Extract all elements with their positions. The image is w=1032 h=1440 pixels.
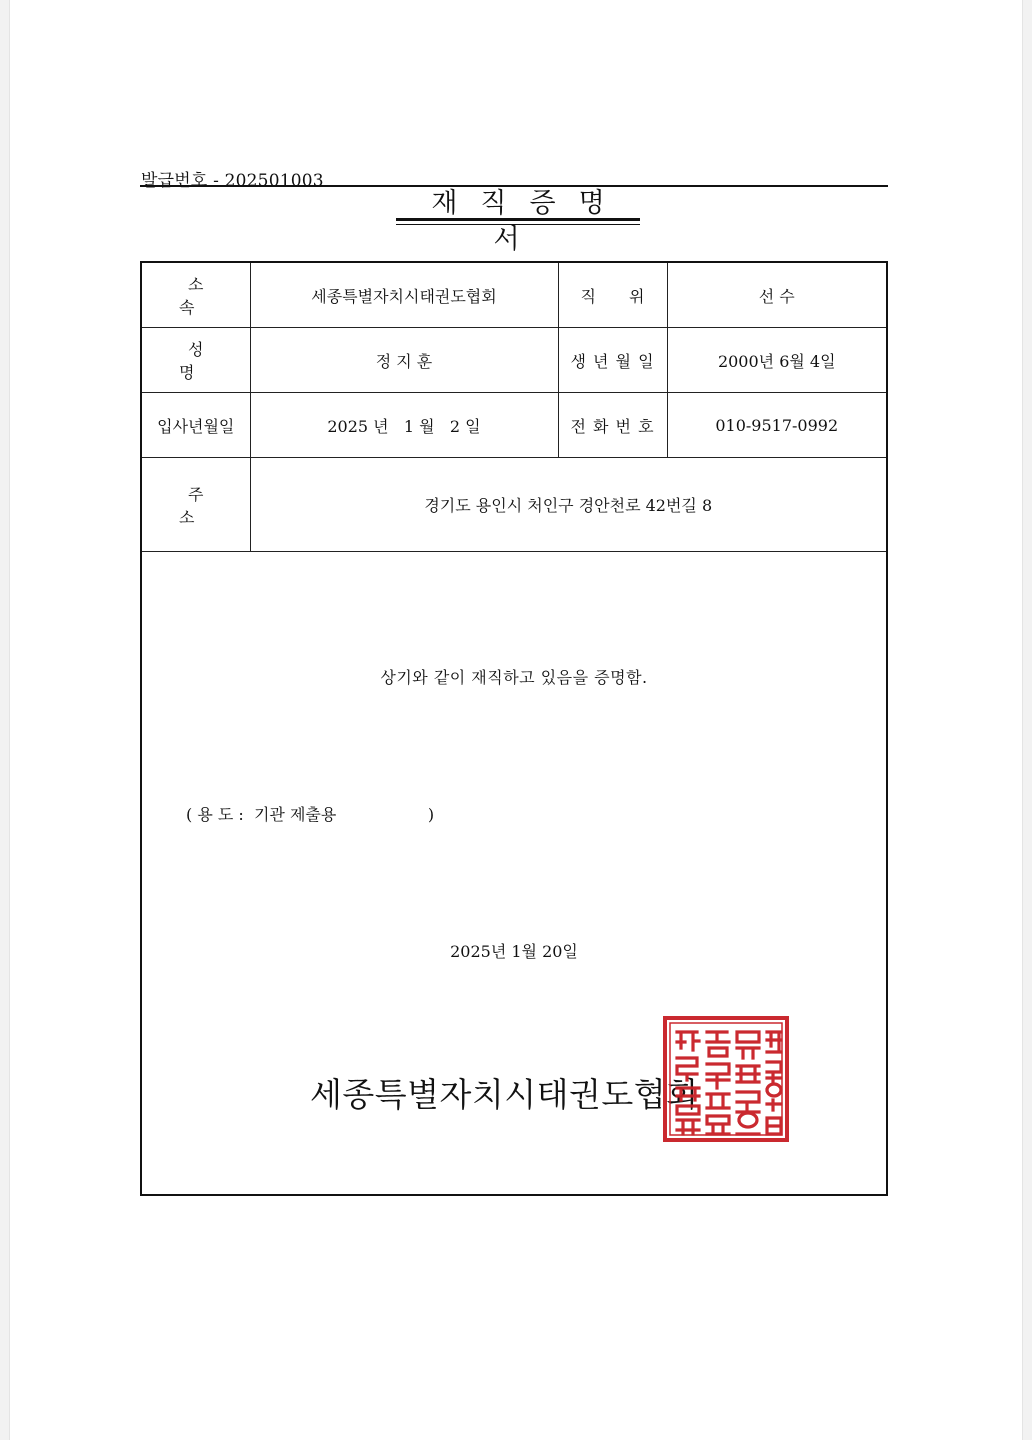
position-value: 선 수 [667,263,886,328]
name-value: 정 지 훈 [250,328,558,393]
table-row [142,458,886,552]
phone-label: 전 화 번 호 [558,393,667,458]
issue-date: 2025년 1월 20일 [450,942,578,961]
affiliation-value: 세종특별자치시태권도협회 [250,263,558,328]
official-seal-stamp [663,1016,789,1142]
certification-statement: 상기와 같이 재직하고 있음을 증명함. [380,668,648,687]
issuing-organization: 세종특별자치시태권도협회 [310,1075,699,1114]
birth-value: 2000년 6월 4일 [667,328,886,393]
hire-date-label: 입사년월일 [142,393,250,458]
issue-number: 발급번호 - 202501003 [141,171,324,191]
table-row [142,328,886,393]
birth-label: 생 년 월 일 [558,328,667,393]
usage-purpose: ( 용 도 : 기관 제출용 ) [186,805,435,824]
document-title: 재직증명서 [431,188,628,255]
position-label: 직 위 [558,263,667,328]
table-row [142,263,886,328]
table-row [142,393,886,458]
hire-date-value: 2025 년 1 월 2 일 [250,393,558,458]
affiliation-label: 소 속 [142,263,250,328]
address-value: 경기도 용인시 처인구 경안천로 42번길 8 [250,458,886,552]
title-underline [396,218,640,225]
phone-value: 010-9517-0992 [667,393,886,458]
name-label: 성 명 [142,328,250,393]
address-label: 주 소 [142,458,250,552]
info-table [142,263,886,552]
certificate-frame [140,261,888,1196]
